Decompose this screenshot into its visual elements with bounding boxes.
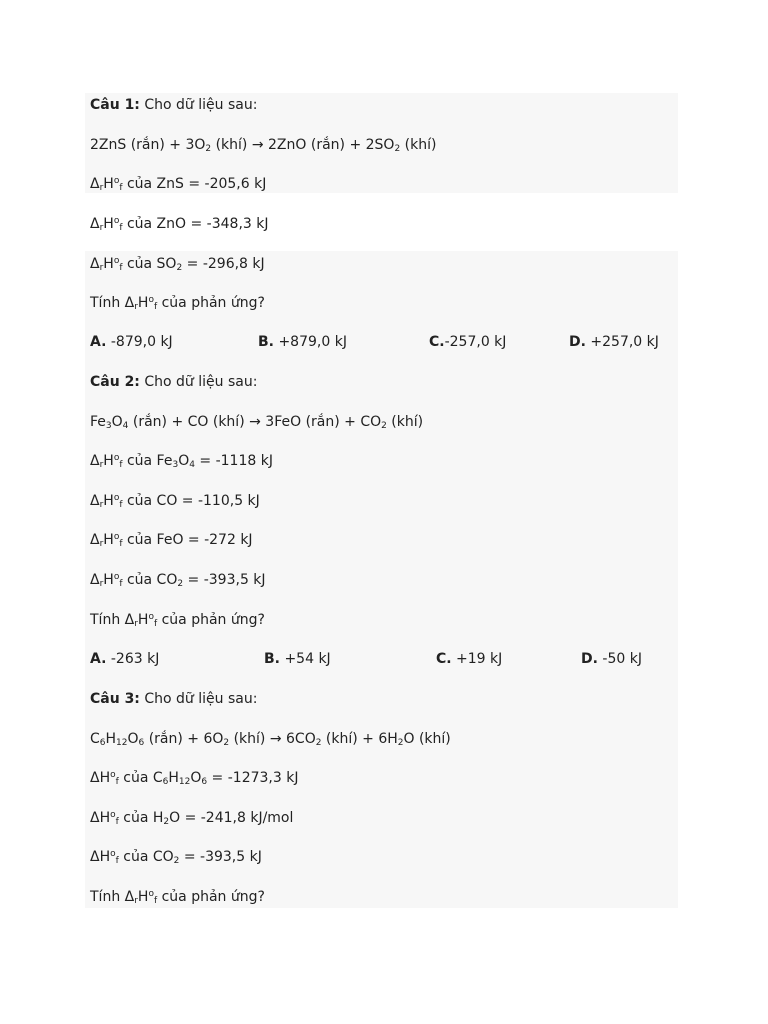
ask-text: của phản ứng? [157,889,265,905]
q1-label: Câu 1: [90,97,140,113]
sub-r: r [99,183,104,193]
sub-f: f [115,777,119,787]
formula-sub: 2 [173,856,180,866]
eq-text: (khí) + 6H [321,731,398,747]
eq-text: C [90,731,100,747]
q3-data-co2 [90,847,680,867]
q2-option-a[interactable] [90,649,159,669]
q2-option-b[interactable] [264,649,331,669]
delta-symbol: Δ [90,493,100,509]
sub-r: r [134,302,138,312]
data-text: O [190,770,202,786]
formula-sub: 2 [163,817,170,827]
data-text: của C [118,770,163,786]
option-letter: B. [264,651,280,667]
delta-symbol: Δ [90,256,100,272]
delta-symbol: Δ [124,295,135,311]
q1-data-zno [90,214,680,234]
h-symbol: H [103,493,114,509]
sub-f: f [153,302,158,312]
q1-data-so2 [90,254,680,274]
q2-options [90,649,680,669]
q2-data-co2 [90,570,680,590]
q3-data-h2o [90,808,680,828]
sub-f: f [119,500,123,510]
eq-sub: 2 [394,144,401,154]
h-symbol: H [137,612,149,628]
q3-heading [90,689,680,709]
q2-equation [90,412,680,432]
data-text: H [168,770,179,786]
q3-data-glucose [90,768,680,788]
q3-equation [90,729,680,749]
sub-f: f [119,223,123,233]
h-symbol: H [137,295,149,311]
q2-data-fe3o4 [90,451,680,471]
h-symbol: H [137,889,149,905]
option-text: -263 kJ [106,651,160,667]
sub-f: f [119,460,123,470]
option-text: +19 kJ [451,651,503,667]
ask-text: Tính [90,295,125,311]
sup-o: o [113,453,120,463]
sup-o: o [113,256,120,266]
sub-r: r [99,500,104,510]
delta-symbol: Δ [90,453,100,469]
eq-text: (rắn) + CO (khí) → 3FeO (rắn) + CO [128,414,382,430]
data-text: = -296,8 kJ [182,256,265,272]
eq-sub: 2 [223,738,230,748]
formula-sub: 2 [177,579,184,589]
formula-sub: 2 [176,263,183,273]
option-text: -50 kJ [597,651,642,667]
q1-question [90,293,680,313]
option-letter: B. [258,334,274,350]
delta-symbol: Δ [90,532,100,548]
eq-text: Fe [90,414,106,430]
sub-f: f [153,619,158,629]
option-letter: D. [581,651,598,667]
q1-equation [90,135,680,155]
q2-heading [90,372,680,392]
ask-text: của phản ứng? [157,612,265,628]
sup-o: o [113,216,120,226]
sub-f: f [115,817,119,827]
sup-o: o [113,176,120,186]
eq-sub: 12 [116,738,128,748]
delta-symbol: Δ [90,849,100,865]
formula-sub: 3 [172,460,179,470]
sub-f: f [153,896,158,906]
option-letter: A. [90,651,107,667]
h-symbol: H [103,256,114,272]
q1-option-c[interactable] [429,332,506,352]
sub-r: r [99,539,104,549]
h-symbol: H [103,532,114,548]
eq-sub: 6 [99,738,106,748]
sup-o: o [148,889,154,899]
delta-symbol: Δ [90,810,100,826]
q2-intro: Cho dữ liệu sau: [139,374,258,390]
q2-label: Câu 2: [90,374,140,390]
eq-text: O [111,414,123,430]
q2-option-d[interactable] [581,649,642,669]
q1-option-b[interactable] [258,332,347,352]
sub-r: r [99,263,104,273]
ask-text: Tính [90,889,125,905]
sub-f: f [115,856,119,866]
eq-sub: 3 [105,421,112,431]
sup-o: o [110,810,116,820]
option-letter: D. [569,334,586,350]
q2-option-c[interactable] [436,649,502,669]
q1-intro: Cho dữ liệu sau: [139,97,258,113]
h-symbol: H [99,810,111,826]
eq-sub: 2 [205,144,212,154]
eq-text: (rắn) + 6O [144,731,224,747]
formula-sub: 12 [178,777,191,787]
eq-sub: 2 [381,421,387,431]
eq-text: H [105,731,117,747]
sup-o: o [148,612,154,622]
sub-r: r [99,579,104,589]
eq-sub: 6 [138,738,145,748]
sub-r: r [134,619,138,629]
q1-heading [90,95,680,115]
delta-symbol: Δ [90,216,100,232]
sub-f: f [119,539,123,549]
q2-data-feo [90,530,680,550]
sub-f: f [119,183,123,193]
h-symbol: H [103,572,114,588]
data-text: của SO [122,256,177,272]
sup-o: o [148,295,154,305]
sup-o: o [113,493,120,503]
eq-text: O (khí) [403,731,451,747]
eq-text: 2ZnS (rắn) + 3O [90,137,206,153]
sub-r: r [134,896,138,906]
q1-option-d[interactable] [569,332,659,352]
sup-o: o [110,849,116,859]
delta-symbol: Δ [90,770,100,786]
q3-label: Câu 3: [90,691,140,707]
data-text: O = -241,8 kJ/mol [169,810,294,826]
ask-text: của phản ứng? [157,295,265,311]
delta-symbol: Δ [124,889,135,905]
sup-o: o [110,770,116,780]
h-symbol: H [99,849,111,865]
sup-o: o [113,572,120,582]
option-text: -257,0 kJ [444,334,507,350]
eq-sub: 4 [122,421,129,431]
q3-intro: Cho dữ liệu sau: [139,691,258,707]
eq-text: (khí) → 2ZnO (rắn) + 2SO [211,137,395,153]
option-text: -879,0 kJ [106,334,173,350]
delta-symbol: Δ [90,572,100,588]
data-text: = -1273,3 kJ [207,770,299,786]
sup-o: o [113,532,120,542]
eq-text: (khí) → 6CO [229,731,316,747]
h-symbol: H [103,176,114,192]
delta-symbol: Δ [90,176,100,192]
sub-r: r [99,460,104,470]
data-text: = -1118 kJ [194,453,273,469]
eq-sub: 2 [397,738,404,748]
data-text: của FeO = -272 kJ [122,532,253,548]
data-text: của CO [118,849,174,865]
option-text: +257,0 kJ [585,334,659,350]
data-text: của CO = -110,5 kJ [122,493,260,509]
h-symbol: H [103,453,114,469]
h-symbol: H [99,770,111,786]
eq-text: O [127,731,139,747]
ask-text: Tính [90,612,125,628]
q2-data-co [90,491,680,511]
option-text: +54 kJ [280,651,331,667]
data-text: của CO [122,572,178,588]
formula-sub: 6 [162,777,169,787]
h-symbol: H [103,216,114,232]
q1-data-zns [90,174,680,194]
formula-sub: 6 [201,777,208,787]
sub-r: r [99,223,104,233]
data-text: O [178,453,190,469]
sub-f: f [119,579,123,589]
data-text: = -393,5 kJ [183,572,266,588]
q2-question [90,610,680,630]
data-text: của ZnO = -348,3 kJ [122,216,269,232]
q1-options [90,332,680,352]
q1-option-a[interactable] [90,332,173,352]
option-letter: A. [90,334,107,350]
eq-text: (khí) [400,137,437,153]
q3-question [90,887,680,907]
data-text: của Fe [122,453,173,469]
eq-sub: 2 [315,738,322,748]
formula-sub: 4 [189,460,195,470]
data-text: của ZnS = -205,6 kJ [122,176,267,192]
data-text: của H [118,810,164,826]
option-letter: C. [429,334,445,350]
option-text: +879,0 kJ [274,334,347,350]
eq-text: (khí) [386,414,424,430]
data-text: = -393,5 kJ [179,849,262,865]
delta-symbol: Δ [124,612,135,628]
sub-f: f [119,263,123,273]
option-letter: C. [436,651,452,667]
